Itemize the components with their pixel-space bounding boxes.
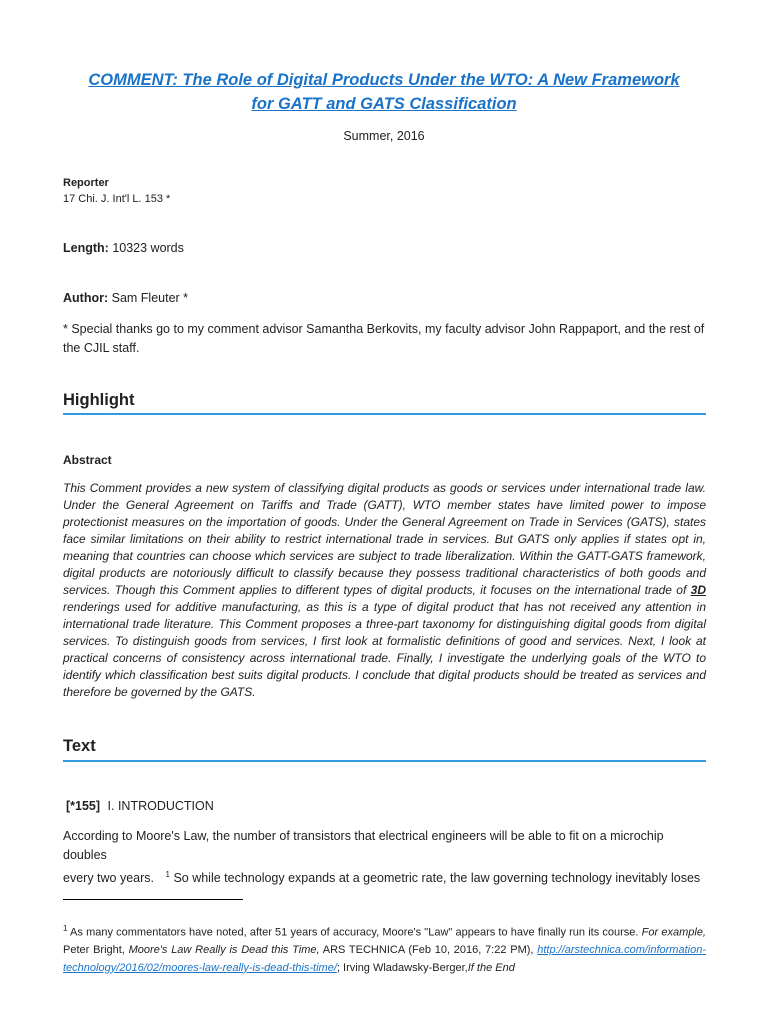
intro-line-1: According to Moore's Law, the number of transistors that electrical engineers will be able to fit on a microchip doubles (63, 829, 664, 862)
footnote-source-1: ARS TECHNICA (Feb 10, 2016, 7:22 PM), (322, 944, 534, 957)
text-heading: Text (63, 737, 96, 755)
intro-heading-row (66, 799, 214, 813)
author-row (63, 291, 188, 305)
footnote-url-link[interactable]: http://arstechnica.com/information-technology/2016/02/moores-law-really-is-dead-this-time/ (63, 944, 706, 974)
acknowledgment-note: * Special thanks go to my comment advisor Samantha Berkovits, my faculty advisor John Rappaport, and the rest of the CJIL staff. (63, 322, 705, 355)
text-divider (63, 760, 706, 762)
intro-paragraph (63, 827, 706, 888)
footnote-article-1: Moore's Law Really is Dead this Time, (128, 944, 320, 957)
footnote-separator-char: ; (336, 961, 340, 974)
intro-line-2b: So while technology expands at a geometric rate, the law governing technology inevitably loses (173, 871, 701, 886)
footnote-for-example: For example, (641, 926, 706, 939)
publication-date: Summer, 2016 (343, 129, 425, 143)
reporter-label: Reporter (63, 177, 109, 189)
abstract-label: Abstract (63, 453, 112, 467)
footnote-separator (63, 899, 243, 900)
footnote-ref-1[interactable]: 1 (165, 870, 170, 879)
footnote-number: 1 (63, 924, 68, 933)
length-label: Length: (63, 241, 109, 255)
author-value: Sam Fleuter * (111, 291, 189, 305)
highlight-divider (63, 413, 706, 415)
document-title-link[interactable] (40, 68, 728, 116)
length-value: 10323 words (112, 241, 184, 255)
abstract-text (63, 480, 706, 701)
footnote-author-1: Peter Bright, (63, 944, 125, 957)
title-line-2[interactable]: for GATT and GATS Classification (251, 95, 517, 113)
title-line-1[interactable]: COMMENT: The Role of Digital Products Under the WTO: A New Framework (88, 71, 680, 89)
footnote-text-1: As many commentators have noted, after 51 years of accuracy, Moore's "Law" appears to have finally run its course. (70, 926, 639, 939)
intro-line-2 (63, 865, 706, 888)
footnote-article-2: If the End (467, 961, 515, 974)
abstract-part-2: renderings used for additive manufacturing, as this is a type of digital product that has not received any attention in international trade literature. This Comment proposes a three-part taxonomy for distinguishing digital goods from digital services. To distinguish goods from services, I first look at formalistic definitions of good and services. Next, I look at practical concerns of consistency across international trade. Finally, I investigate the underlying goals of the WTO to identify which classification best suits digital products. I conclude that digital products should be treated as services and therefore be governed by the GATS. (63, 600, 706, 699)
intro-line-2a: every two years. (63, 871, 155, 886)
page-marker: [*155] (66, 799, 101, 813)
term-highlight-3d[interactable]: 3D (690, 583, 706, 597)
highlight-heading: Highlight (63, 391, 135, 409)
length-row (63, 241, 184, 255)
footnote-author-2: Irving Wladawsky-Berger, (343, 961, 468, 974)
abstract-part-1: This Comment provides a new system of classifying digital products as goods or services under international trade law. Under the General Agreement on Tariffs and Trade (GATT), WTO member states have limited power to impose protectionist measures on the importation of goods. Under the General Agreement on Trade in Services (GATS), states face similar limitations on their ability to restrict international trade in services. But GATS only applies if states opt in, meaning that countries can choose which services are subject to trade liberalization. Within the GATT-GATS framework, digital products are notoriously difficult to classify because they possess traditional characteristics of both goods and services. Though this Comment applies to different types of digital products, it focuses on the international trade of (63, 481, 706, 597)
reporter-citation: 17 Chi. J. Int'l L. 153 * (63, 193, 171, 205)
section-title: I. INTRODUCTION (107, 799, 214, 813)
author-label: Author: (63, 291, 109, 305)
footnote-1 (63, 920, 706, 977)
